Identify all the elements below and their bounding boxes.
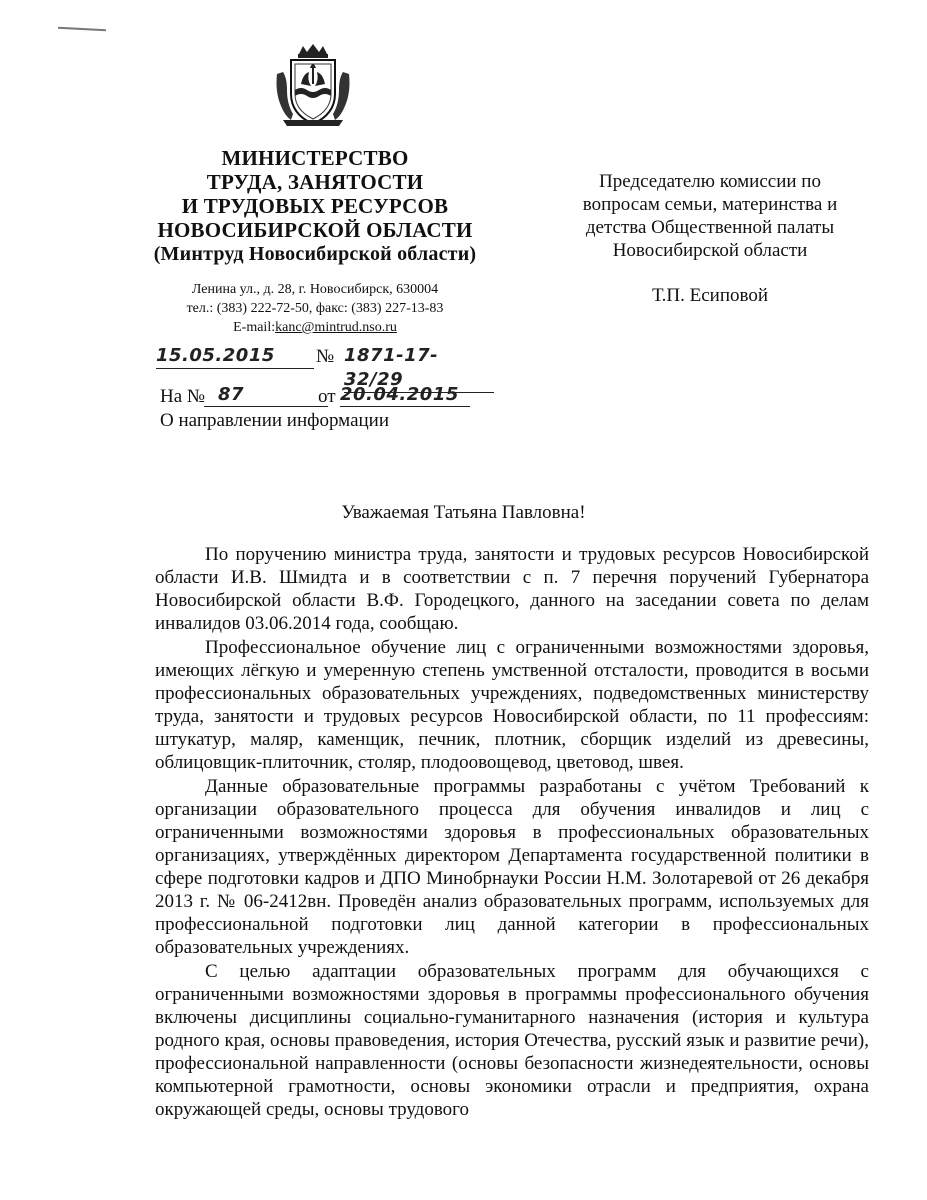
ministry-line: И ТРУДОВЫХ РЕСУРСОВ bbox=[181, 194, 449, 218]
addressee-line: детства Общественной палаты bbox=[585, 217, 835, 238]
addressee-block bbox=[560, 170, 860, 307]
reply-date-label: от bbox=[318, 386, 336, 407]
body-paragraph: С целью адаптации образовательных программ для обучающихся с ограниченными возможностями здоровья в программы профессионального обучения включены дисциплины социально-гуманитарного назначения (история и культура родного края, основы правоведения, история Отечества, русский язык и развитие речи), профессиональной направленности (основы безопасности жизнедеятельности, основы компьютерной грамотности, основы экономики отрасли и предприятия, охрана окружающей среды, основы трудового bbox=[155, 961, 869, 1120]
ministry-name bbox=[130, 146, 500, 266]
addressee-line: вопросам семьи, материнства и bbox=[582, 194, 838, 215]
ministry-line: ТРУДА, ЗАНЯТОСТИ bbox=[206, 170, 424, 194]
ministry-line: НОВОСИБИРСКОЙ ОБЛАСТИ bbox=[157, 218, 473, 242]
ministry-contacts bbox=[150, 280, 480, 337]
ministry-line: МИНИСТЕРСТВО bbox=[221, 146, 409, 170]
body-paragraph: Данные образовательные программы разработаны с учётом Требований к организации образовательного процесса для обучения инвалидов и лиц с ограниченными возможностями здоровья в профессиональных образовательных организациях, утверждённых директором Департамента государственной политики в сфере подготовки кадров и ДПО Минобрнауки России Н.М. Золотаревой от 26 декабря 2013 г. № 06-2412вн. Проведён анализ образовательных программ, используемых для профессиональной подготовки лиц данной категории в профессиональных образовательных учреждениях. bbox=[155, 776, 869, 958]
addressee-line: Новосибирской области bbox=[612, 240, 808, 261]
registration-number: 1871-17-32/29 bbox=[344, 344, 494, 393]
letter-body bbox=[155, 543, 869, 1122]
registration-number-label: № bbox=[316, 346, 335, 367]
registration-line bbox=[148, 338, 503, 390]
body-paragraph: По поручению министра труда, занятости и трудовых ресурсов Новосибирской области И.В. Шмидта и в соответствии с п. 7 перечня поручений Губернатора Новосибирской области В.Ф. Городецкого, данного на заседании совета по делам инвалидов 03.06.2014 года, сообщаю. bbox=[155, 544, 869, 634]
addressee-name: Т.П. Есиповой bbox=[651, 285, 769, 306]
addressee-line: Председателю комиссии по bbox=[599, 171, 821, 192]
letter-subject: О направлении информации bbox=[160, 410, 390, 431]
registration-date: 15.05.2015 bbox=[156, 344, 314, 369]
ministry-address: Ленина ул., д. 28, г. Новосибирск, 630004 bbox=[191, 282, 439, 297]
ministry-abbreviation: (Минтруд Новосибирской области) bbox=[153, 243, 477, 265]
reply-number-label: На № bbox=[160, 386, 206, 407]
reply-date-value: 20.04.2015 bbox=[340, 384, 470, 407]
novosibirsk-coat-of-arms-icon bbox=[273, 44, 353, 128]
ministry-email-line bbox=[150, 318, 480, 337]
scan-artifact-line bbox=[58, 27, 106, 32]
salutation: Уважаемая Татьяна Павловна! bbox=[341, 502, 586, 523]
email-label: E-mail: bbox=[233, 320, 276, 335]
email-link[interactable]: kanc@mintrud.nso.ru bbox=[275, 320, 397, 335]
ministry-phones: тел.: (383) 222-72-50, факс: (383) 227-13-83 bbox=[186, 301, 444, 316]
reply-number-value: 87 bbox=[204, 384, 328, 407]
reply-reference bbox=[160, 384, 480, 412]
body-paragraph: Профессиональное обучение лиц с ограниченными возможностями здоровья, имеющих лёгкую и умеренную степень умственной отсталости, проводится в восьми профессиональных образовательных учреждениях, подведомственных министерству труда, занятости и трудовых ресурсов Новосибирской области, по 11 профессиям: штукатур, маляр, каменщик, печник, плотник, сборщик изделий из древесины, облицовщик-плиточник, столяр, плодоовощевод, цветовод, швея. bbox=[155, 637, 869, 773]
